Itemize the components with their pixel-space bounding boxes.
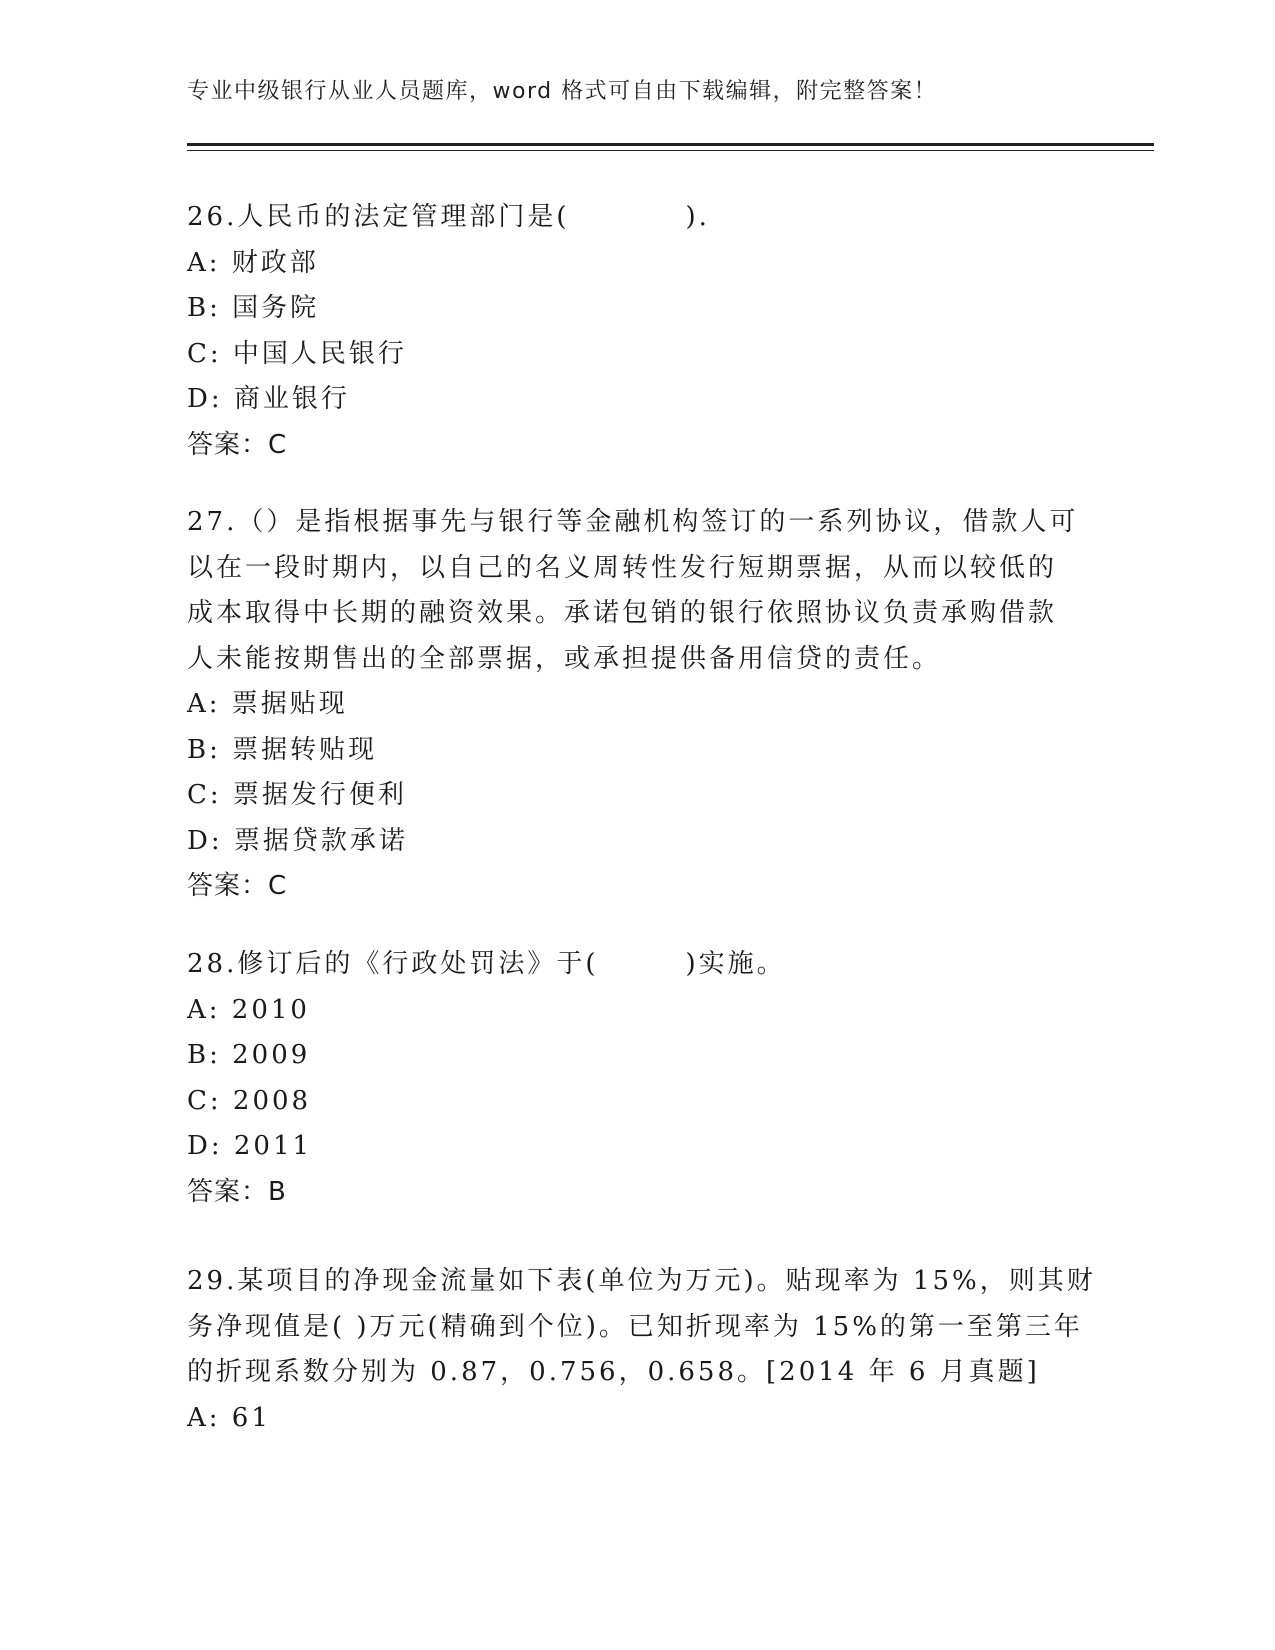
option-a: A: 2010: [187, 994, 310, 1025]
question-28: [187, 942, 1087, 1215]
question-stem: 28.修订后的《行政处罚法》于( )实施。: [187, 949, 786, 979]
option-c: C: 2008: [187, 1085, 312, 1116]
question-26: [187, 195, 1087, 468]
question-stem: 成本取得中长期的融资效果。承诺包销的银行依照协议负责承购借款: [187, 598, 1058, 628]
option-c: C: 中国人民银行: [187, 338, 407, 369]
header-divider-thin: [187, 150, 1154, 151]
option-c: C: 票据发行便利: [187, 780, 407, 810]
answer: 答案：C: [187, 429, 288, 460]
option-b: B: 票据转贴现: [187, 734, 378, 765]
question-stem: 务净现值是( )万元(精确到个位)。已知折现率为 15%的第一至第三年: [187, 1311, 1083, 1342]
option-d: D: 商业银行: [187, 384, 350, 414]
option-d: D: 2011: [187, 1131, 313, 1161]
header-divider: [187, 143, 1154, 146]
question-stem: 人未能按期售出的全部票据，或承担提供备用信贷的责任。: [187, 643, 942, 674]
option-d: D: 票据贷款承诺: [187, 825, 408, 856]
question-stem: 26.人民币的法定管理部门是( ).: [187, 202, 710, 232]
option-b: B: 国务院: [187, 293, 320, 323]
question-stem: 29.某项目的净现金流量如下表(单位为万元)。贴现率为 15%，则其财: [187, 1266, 1096, 1296]
option-b: B: 2009: [187, 1040, 311, 1070]
question-stem: 以在一段时期内，以自己的名义周转性发行短期票据，从而以较低的: [187, 552, 1058, 583]
option-a: A: 财政部: [187, 247, 319, 278]
answer: 答案：C: [187, 871, 288, 901]
option-a: A: 票据贴现: [187, 689, 348, 719]
answer: 答案：B: [187, 1176, 287, 1207]
question-stem: 27.（）是指根据事先与银行等金融机构签订的一系列协议，借款人可: [187, 507, 1079, 537]
question-stem: 的折现系数分别为 0.87，0.756，0.658。[2014 年 6 月真题]: [187, 1357, 1040, 1387]
page-header: 专业中级银行从业人员题库，word 格式可自由下载编辑，附完整答案！: [187, 79, 938, 104]
option-a: A: 61: [187, 1402, 271, 1433]
question-27: [187, 500, 1087, 910]
question-29: [187, 1259, 1096, 1441]
